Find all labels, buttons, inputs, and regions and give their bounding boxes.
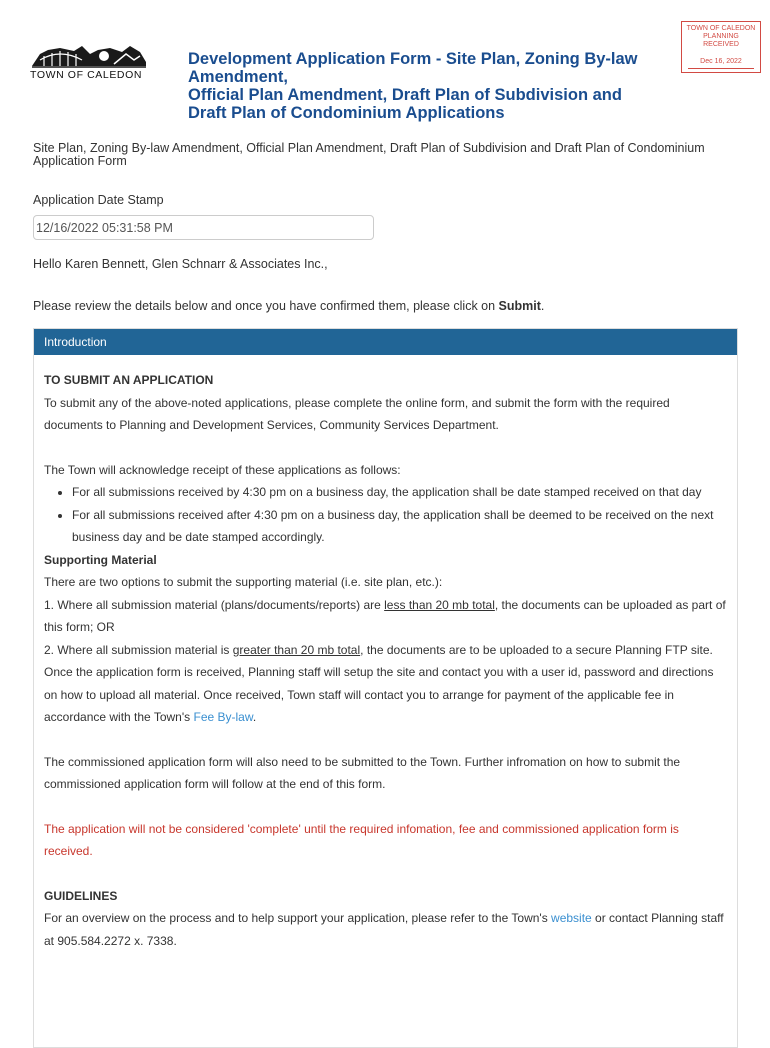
page-title	[188, 50, 678, 122]
acknowledge-paragraph: The Town will acknowledge receipt of these applications as follows:	[44, 462, 401, 477]
guidelines-heading: GUIDELINES	[44, 888, 118, 903]
greeting-text: Hello Karen Bennett, Glen Schnarr & Associates Inc.,	[33, 257, 328, 271]
stamp-line: TOWN OF CALEDON	[686, 25, 756, 32]
option-one-end: , the documents can be uploaded as part of this form; OR	[44, 597, 726, 634]
stamp-divider	[688, 68, 754, 69]
title-line: Draft Plan of Condominium Applications	[188, 104, 505, 122]
review-submit-word: Submit	[498, 299, 541, 313]
list-item: • For all submissions received after 4:30 pm on a business day, the application shall be deemed to be received on the next business day and be date stamped accordingly.	[72, 504, 727, 549]
option-two-end: .	[252, 710, 257, 724]
option-one	[44, 594, 727, 639]
option-one-size: less than 20 mb total	[384, 597, 495, 612]
title-line: Official Plan Amendment, Draft Plan of Subdivision and	[188, 86, 622, 104]
logo-text: TOWN OF CALEDON	[30, 69, 143, 81]
review-text: Please review the details below and once you have confirmed them, please click on	[33, 299, 499, 313]
guidelines-text: For an overview on the process and to help support your application, please refer to the Town's	[44, 911, 552, 925]
stamp-line: RECEIVED	[703, 41, 739, 48]
date-stamp-label: Application Date Stamp	[33, 193, 164, 207]
introduction-panel	[33, 328, 738, 1048]
introduction-panel-body	[34, 355, 737, 952]
review-end: .	[540, 299, 545, 313]
review-instruction	[33, 299, 544, 313]
supporting-heading: Supporting Material	[44, 552, 157, 567]
option-two-text: 2. Where all submission material is	[44, 642, 233, 657]
submit-heading: TO SUBMIT AN APPLICATION	[44, 373, 214, 387]
option-two-body: , the documents are to be uploaded to a secure Planning FTP site. Once the application form is received, Planning staff will setup the site and contact you with a user id, password and directions on how to upload all material. Once received, Town staff will contact you to arrange for payment of the applicable fee in accordance with the Town's	[44, 642, 714, 724]
guidelines-contact: or contact Planning staff at 905.584.2272 x. 7338.	[44, 911, 724, 948]
caledon-logo-icon	[30, 42, 148, 68]
town-logo	[30, 42, 150, 81]
completeness-warning: The application will not be considered 'complete' until the required infomation, fee and commissioned application form is received.	[44, 821, 679, 858]
stamp-line: PLANNING	[703, 33, 739, 40]
option-two	[44, 639, 727, 729]
form-subtitle: Site Plan, Zoning By-law Amendment, Official Plan Amendment, Draft Plan of Subdivision and Draft Plan of Condominium Application Form	[33, 141, 705, 168]
website-link[interactable]: website	[551, 911, 592, 925]
fee-bylaw-link[interactable]: Fee By-law	[193, 710, 253, 724]
guidelines-paragraph	[44, 907, 727, 952]
stamp-date: Dec 16, 2022	[700, 58, 742, 65]
list-item: • For all submissions received by 4:30 pm on a business day, the application shall be date stamped received on that day	[72, 481, 727, 504]
commissioned-paragraph: The commissioned application form will also need to be submitted to the Town. Further infromation on how to submit the commissioned application form will follow at the end of this form.	[44, 754, 681, 791]
option-two-size: greater than 20 mb total	[232, 642, 361, 657]
received-stamp	[681, 21, 761, 73]
introduction-panel-header: Introduction	[34, 329, 737, 355]
option-one-text: 1. Where all submission material (plans/documents/reports) are	[44, 597, 385, 612]
submit-paragraph: To submit any of the above-noted applications, please complete the online form, and submit the form with the required documents to Planning and Development Services, Community Services Department.	[44, 395, 670, 432]
date-stamp-field[interactable]	[33, 215, 374, 240]
acknowledge-list	[44, 481, 727, 549]
supporting-intro: There are two options to submit the supporting material (i.e. site plan, etc.):	[44, 575, 443, 589]
title-line: Development Application Form - Site Plan, Zoning By-law	[188, 50, 638, 68]
title-line: Amendment,	[188, 68, 288, 86]
